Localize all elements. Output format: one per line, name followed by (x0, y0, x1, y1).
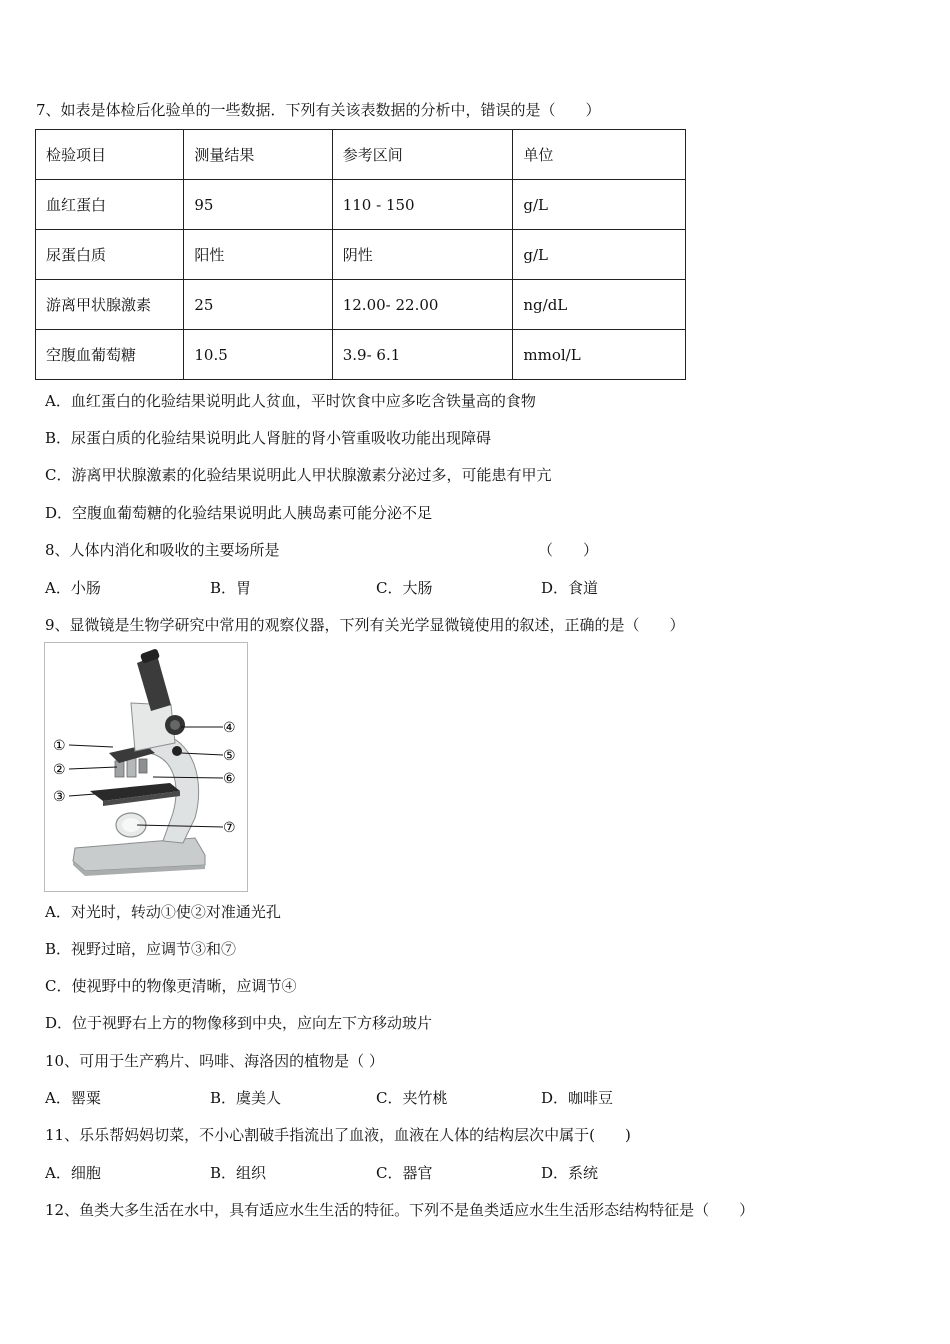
table-cell: 10.5 (184, 330, 332, 380)
q11-option-b: B．组织 (210, 1164, 267, 1182)
table-cell: 25 (184, 280, 332, 330)
q11-option-d: D．系统 (541, 1164, 599, 1182)
q12-stem: 12、鱼类大多生活在水中，具有适应水生生活的特征。下列不是鱼类适应水生生活形态结构特征是（ ） (45, 1201, 755, 1219)
q9-stem: 9、显微镜是生物学研究中常用的观察仪器，下列有关光学显微镜使用的叙述，正确的是（ ） (45, 616, 685, 634)
q8-stem: 8、人体内消化和吸收的主要场所是 (45, 541, 280, 559)
label-5: ⑤ (223, 748, 236, 764)
q10-stem: 10、可用于生产鸦片、吗啡、海洛因的植物是（ ） (45, 1052, 384, 1070)
table-header: 参考区间 (332, 130, 513, 180)
microscope-illustration (45, 643, 247, 891)
table-row (36, 230, 686, 280)
table-cell: 95 (184, 180, 332, 230)
q8-answer-paren: （ ） (538, 541, 599, 559)
q8-option-b: B．胃 (210, 579, 252, 597)
q10-option-c: C．夹竹桃 (376, 1089, 448, 1107)
table-cell: mmol/L (513, 330, 686, 380)
label-2: ② (53, 762, 66, 778)
q7-option-c: C．游离甲状腺激素的化验结果说明此人甲状腺激素分泌过多，可能患有甲亢 (45, 466, 552, 484)
table-row (36, 180, 686, 230)
q11-option-c: C．器官 (376, 1164, 433, 1182)
q10-option-b: B．虞美人 (210, 1089, 282, 1107)
q9-option-b: B．视野过暗，应调节③和⑦ (45, 940, 237, 958)
q7-option-a: A．血红蛋白的化验结果说明此人贫血，平时饮食中应多吃含铁量高的食物 (45, 392, 536, 410)
table-header: 测量结果 (184, 130, 332, 180)
q10-option-a: A．罂粟 (45, 1089, 101, 1107)
table-cell: 游离甲状腺激素 (36, 280, 184, 330)
q11-stem: 11、乐乐帮妈妈切菜，不小心割破手指流出了血液，血液在人体的结构层次中属于( ) (45, 1126, 631, 1144)
q8-option-d: D．食道 (541, 579, 599, 597)
table-row (36, 280, 686, 330)
label-6: ⑥ (223, 771, 236, 787)
q8-option-c: C．大肠 (376, 579, 433, 597)
table-cell: 3.9- 6.1 (332, 330, 513, 380)
table-cell: 12.00- 22.00 (332, 280, 513, 330)
table-cell: g/L (513, 230, 686, 280)
table-cell: 110 - 150 (332, 180, 513, 230)
label-1: ① (53, 738, 66, 754)
table-header-row (36, 130, 686, 180)
table-row (36, 330, 686, 380)
label-4: ④ (223, 720, 236, 736)
label-7: ⑦ (223, 820, 236, 836)
table-header: 单位 (513, 130, 686, 180)
q11-option-a: A．细胞 (45, 1164, 101, 1182)
q9-option-c: C．使视野中的物像更清晰，应调节④ (45, 977, 297, 995)
q7-option-b: B．尿蛋白质的化验结果说明此人肾脏的肾小管重吸收功能出现障碍 (45, 429, 492, 447)
table-cell: 尿蛋白质 (36, 230, 184, 280)
table-cell: 阳性 (184, 230, 332, 280)
table-cell: 阴性 (332, 230, 513, 280)
q7-option-d: D．空腹血葡萄糖的化验结果说明此人胰岛素可能分泌不足 (45, 504, 433, 522)
q8-option-a: A．小肠 (45, 579, 101, 597)
q9-option-d: D．位于视野右上方的物像移到中央，应向左下方移动玻片 (45, 1014, 433, 1032)
q9-option-a: A．对光时，转动①使②对准通光孔 (45, 903, 281, 921)
microscope-figure (44, 642, 248, 892)
table-cell: g/L (513, 180, 686, 230)
lab-results-table (35, 129, 686, 380)
q7-stem: 7、如表是体检后化验单的一些数据．下列有关该表数据的分析中，错误的是（ ） (36, 101, 601, 119)
label-3: ③ (53, 789, 66, 805)
table-header: 检验项目 (36, 130, 184, 180)
q10-option-d: D．咖啡豆 (541, 1089, 614, 1107)
table-cell: 血红蛋白 (36, 180, 184, 230)
table-cell: ng/dL (513, 280, 686, 330)
table-cell: 空腹血葡萄糖 (36, 330, 184, 380)
